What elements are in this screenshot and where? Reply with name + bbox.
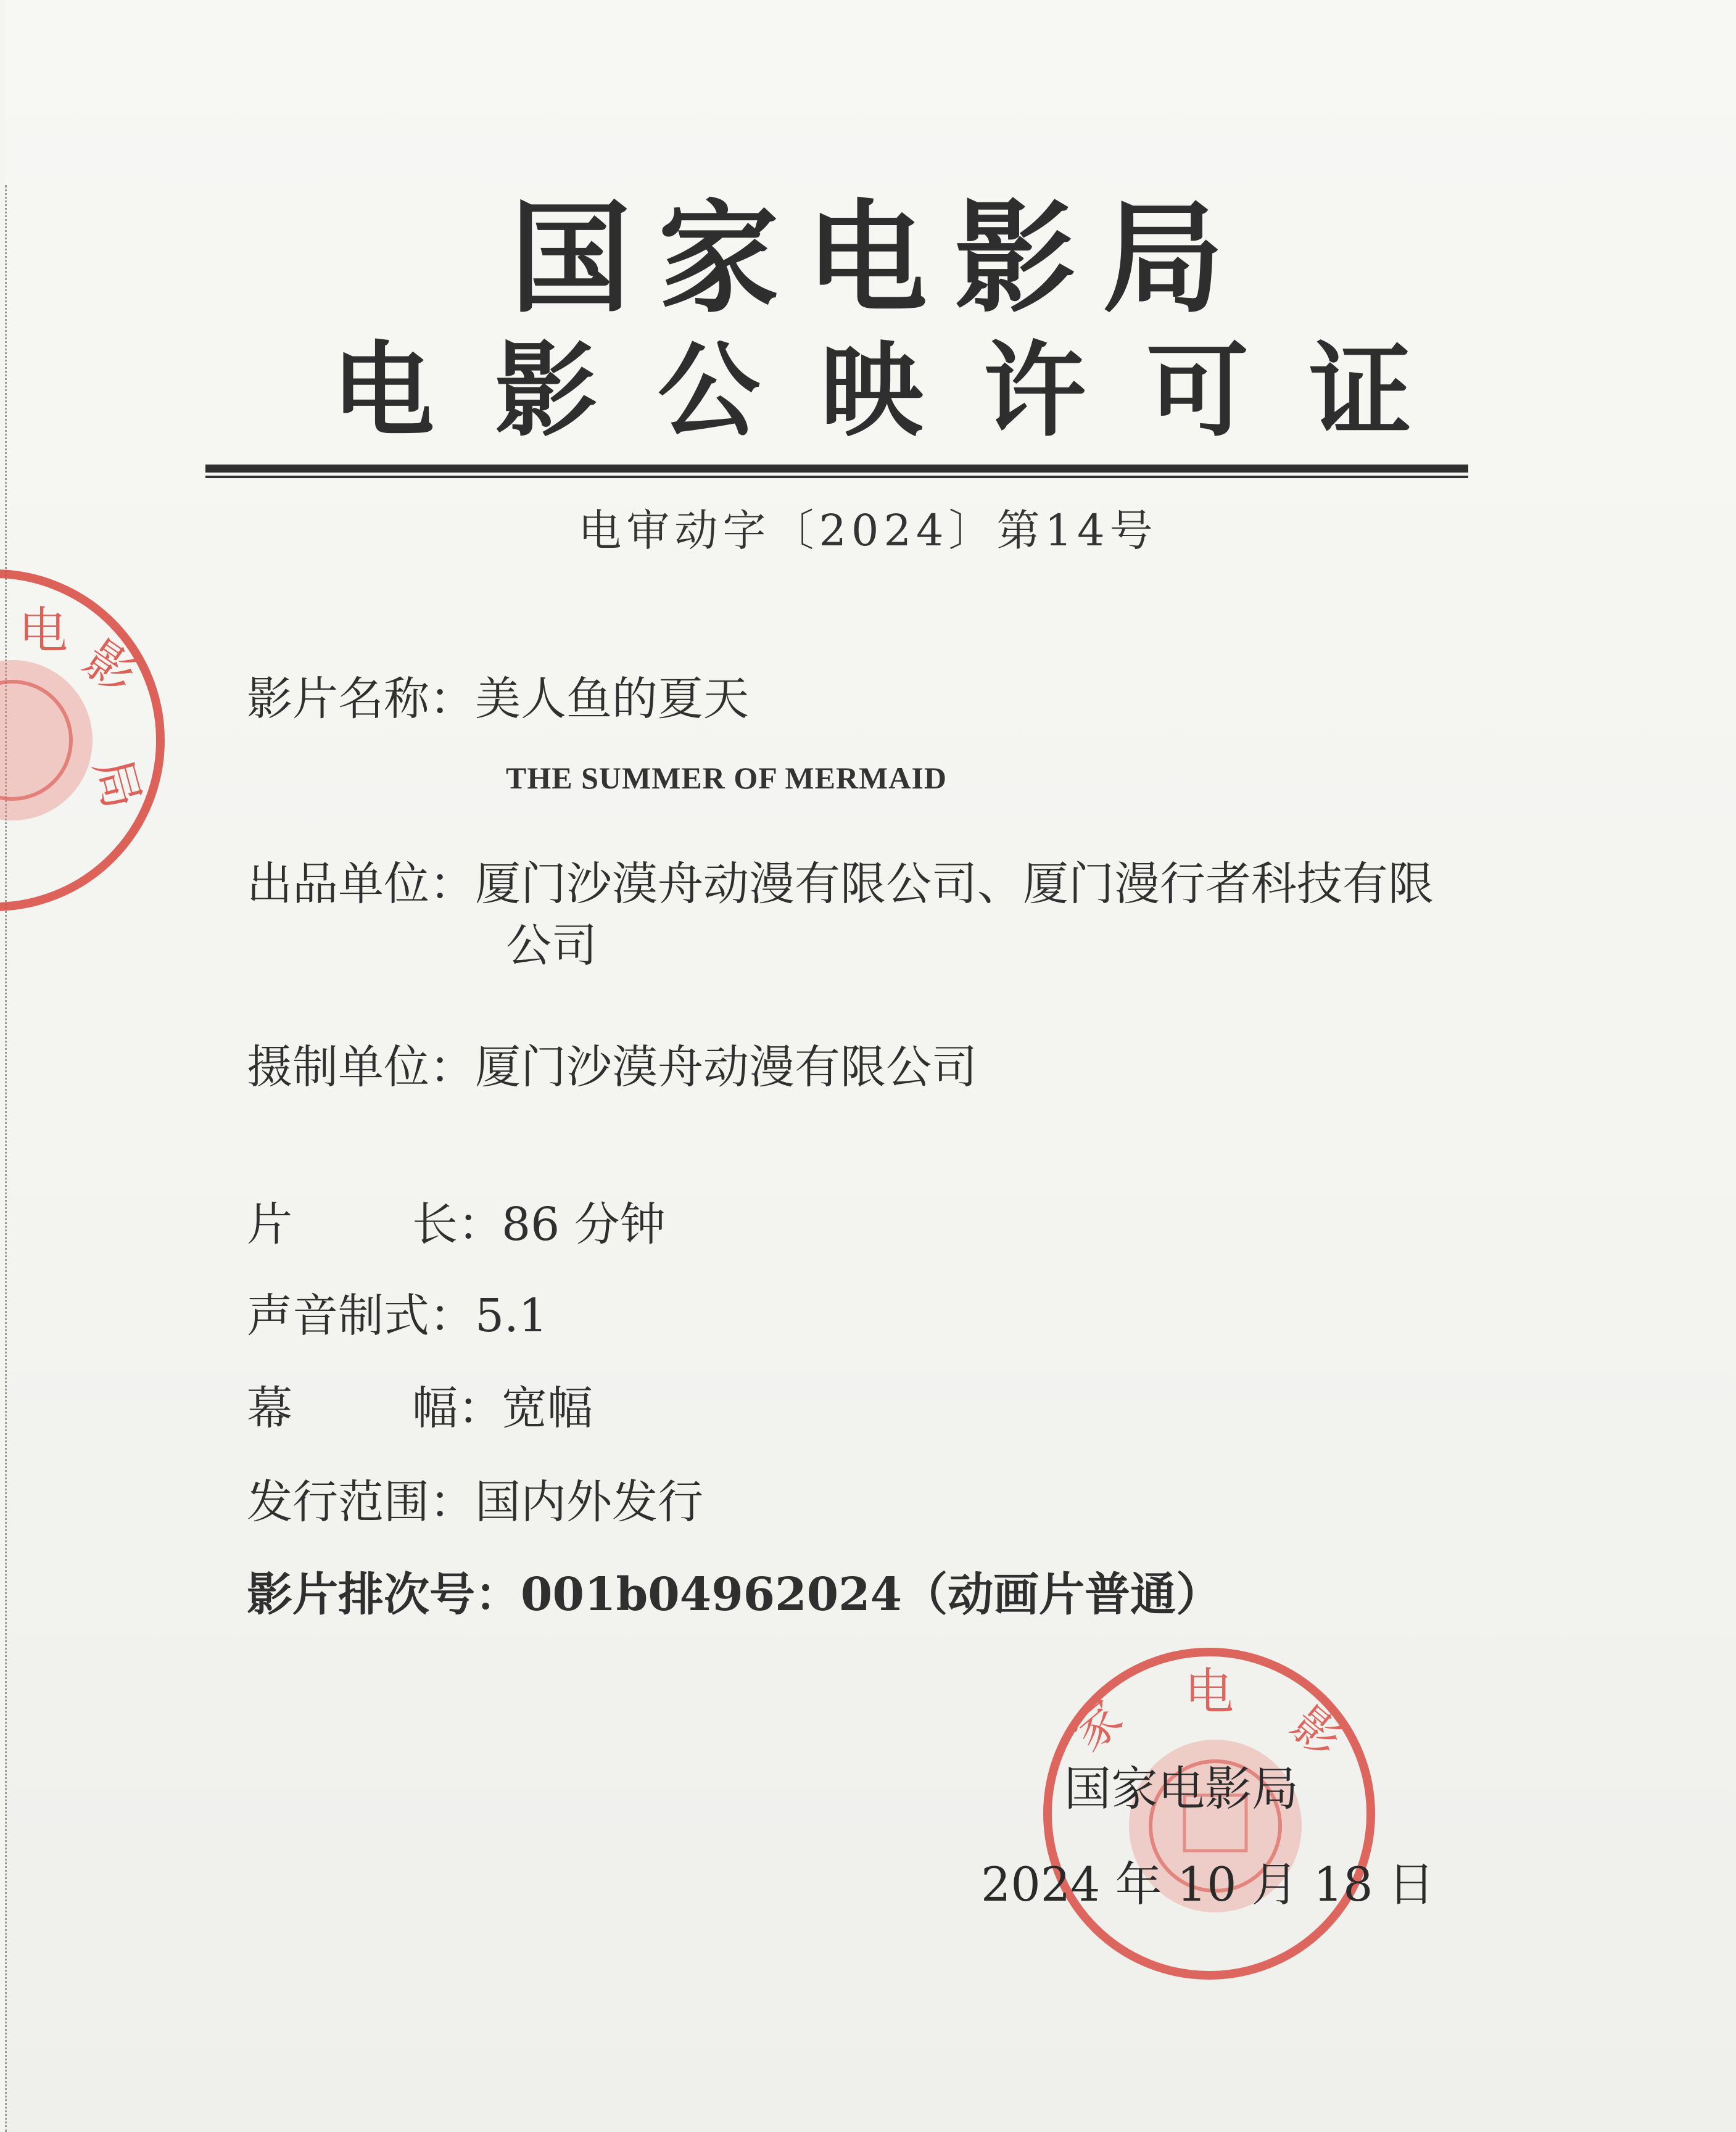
signature-date: 2024 年 10 月 18 日 bbox=[981, 1857, 1435, 1912]
screen-label: 幕 幅： bbox=[247, 1382, 503, 1435]
svg-text:局: 局 bbox=[83, 752, 152, 815]
screen-row bbox=[247, 1378, 593, 1439]
distribution-value: 国内外发行 bbox=[475, 1476, 703, 1529]
sound-label: 声音制式： bbox=[247, 1289, 475, 1342]
producer-value-cont: 公司 bbox=[506, 919, 597, 972]
svg-text:影: 影 bbox=[73, 630, 147, 706]
length-label: 片 长： bbox=[247, 1198, 503, 1251]
svg-text:影: 影 bbox=[1281, 1696, 1352, 1769]
production-label: 摄制单位： bbox=[247, 1041, 475, 1094]
serial-row bbox=[247, 1564, 1221, 1626]
sound-value: 5.1 bbox=[475, 1289, 548, 1342]
film-name-label: 影片名称： bbox=[247, 672, 475, 725]
signature-org: 国家电影局 bbox=[1064, 1761, 1299, 1816]
svg-text:家: 家 bbox=[1061, 1690, 1133, 1762]
screen-value: 宽幅 bbox=[502, 1382, 593, 1435]
issuer-heading: 国家电影局 bbox=[510, 189, 1250, 329]
producer-label: 出品单位： bbox=[247, 857, 475, 911]
svg-text:电: 电 bbox=[1184, 1663, 1234, 1721]
producer-row bbox=[247, 853, 1434, 915]
serial-label: 影片排次号： bbox=[247, 1568, 521, 1621]
production-row bbox=[247, 1036, 977, 1098]
producer-value: 厦门沙漠舟动漫有限公司、厦门漫行者科技有限 bbox=[475, 857, 1434, 911]
serial-value: 001b04962024（动画片普通） bbox=[521, 1568, 1222, 1621]
distribution-label: 发行范围： bbox=[247, 1476, 475, 1529]
left-seal-stamp bbox=[0, 568, 179, 913]
film-name-value: 美人鱼的夏天 bbox=[475, 672, 749, 725]
svg-text:电: 电 bbox=[19, 602, 68, 659]
film-name-english: THE SUMMER OF MERMAID bbox=[506, 761, 947, 795]
film-name-row bbox=[247, 668, 749, 730]
title-rule-thick bbox=[205, 465, 1468, 473]
distribution-row bbox=[247, 1471, 703, 1533]
certificate-title: 电影公映许可证 bbox=[332, 332, 1472, 451]
length-row bbox=[247, 1194, 666, 1255]
document-number: 电审动字〔2024〕第14号 bbox=[578, 505, 1158, 556]
perforation-edge bbox=[5, 185, 7, 2132]
length-value: 86 分钟 bbox=[502, 1198, 666, 1251]
production-value: 厦门沙漠舟动漫有限公司 bbox=[475, 1041, 977, 1094]
sound-row bbox=[247, 1285, 548, 1347]
title-rule-thin bbox=[205, 476, 1468, 478]
